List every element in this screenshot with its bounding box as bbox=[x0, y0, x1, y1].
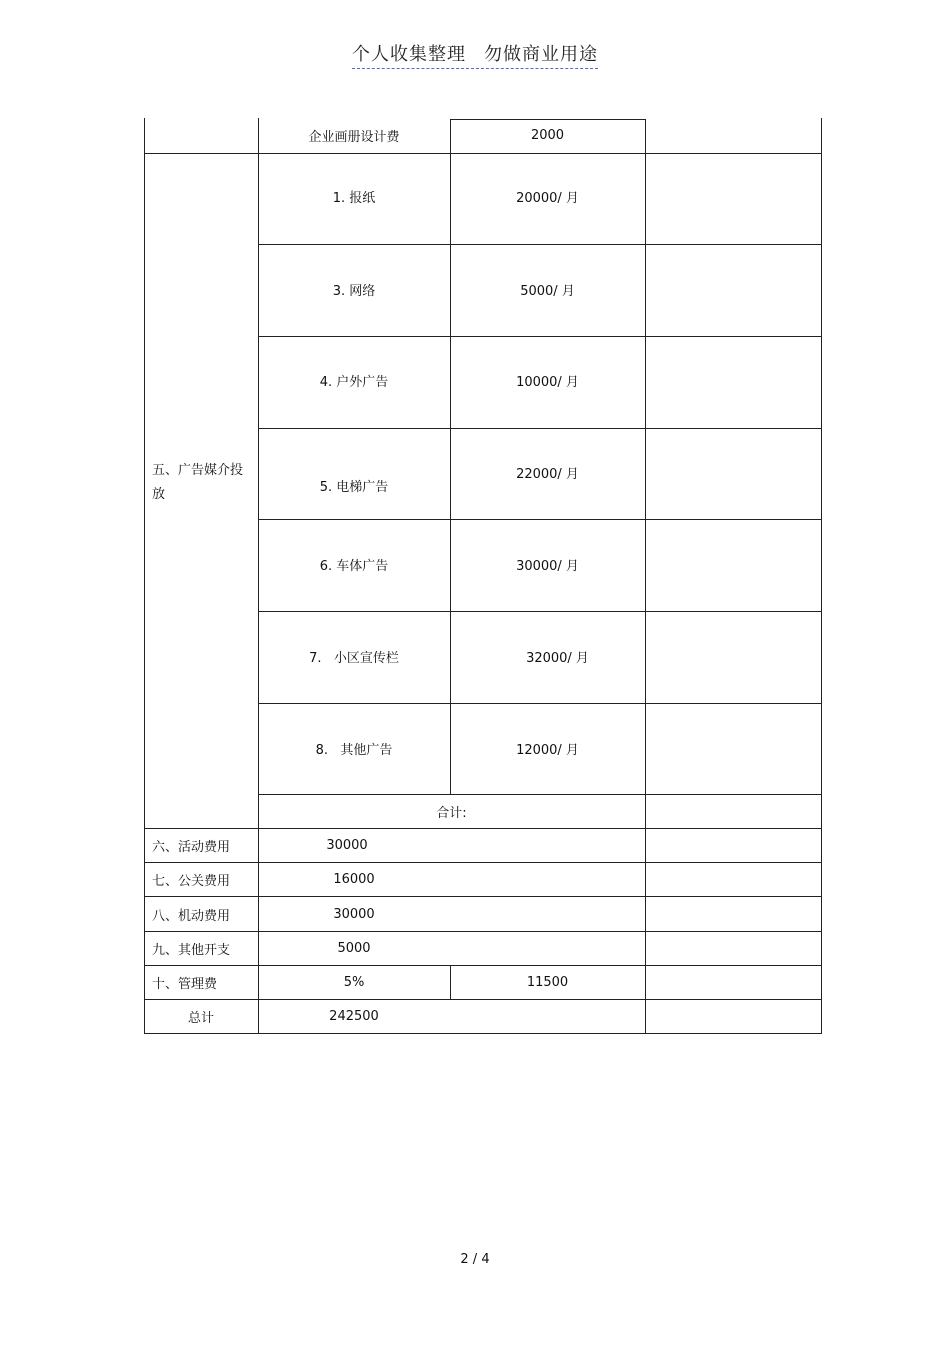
page-header bbox=[0, 40, 950, 69]
table-line bbox=[645, 119, 646, 1034]
table-line bbox=[258, 519, 822, 520]
table-line bbox=[258, 244, 822, 245]
media-amount: 22000/ 月 bbox=[516, 466, 579, 482]
header-right: 勿做商业用途 bbox=[484, 44, 598, 65]
summary-label: 七、公关费用 bbox=[152, 874, 231, 889]
summary-label: 六、活动费用 bbox=[152, 840, 231, 855]
row-item: 企业画册设计费 bbox=[308, 130, 400, 145]
media-amount: 12000/ 月 bbox=[516, 742, 579, 758]
summary-value: 5000 bbox=[337, 941, 371, 956]
table-line bbox=[258, 336, 822, 337]
media-amount: 20000/ 月 bbox=[516, 190, 579, 206]
budget-table bbox=[144, 118, 822, 1034]
mgmt-label: 十、管理费 bbox=[152, 977, 218, 992]
media-amount: 32000/ 月 bbox=[526, 650, 589, 666]
page-number: 2 / 4 bbox=[460, 1252, 490, 1267]
row-amount: 2000 bbox=[530, 128, 565, 143]
media-amount: 30000/ 月 bbox=[516, 558, 579, 574]
subtotal-label: 合计: bbox=[436, 806, 467, 821]
mgmt-value: 11500 bbox=[526, 975, 569, 990]
media-item: 4. 户外广告 bbox=[319, 374, 389, 390]
table-line bbox=[258, 703, 822, 704]
summary-label: 九、其他开支 bbox=[152, 943, 231, 958]
header-text bbox=[352, 40, 598, 69]
media-item: 1. 报纸 bbox=[332, 190, 376, 206]
total-value: 242500 bbox=[329, 1009, 379, 1024]
summary-value: 30000 bbox=[333, 906, 375, 922]
media-item: 3. 网络 bbox=[332, 283, 376, 299]
table-line bbox=[144, 1033, 822, 1034]
summary-label: 八、机动费用 bbox=[152, 908, 231, 924]
media-amount: 5000/ 月 bbox=[520, 283, 575, 299]
media-item: 7. 小区宣传栏 bbox=[309, 650, 399, 666]
total-label: 总计 bbox=[187, 1011, 214, 1026]
media-item: 8. 其他广告 bbox=[315, 742, 393, 758]
media-item: 5. 电梯广告 bbox=[319, 479, 389, 495]
table-line bbox=[258, 428, 822, 429]
header-left: 个人收集整理 bbox=[352, 44, 466, 65]
table-line bbox=[258, 611, 822, 612]
table-line bbox=[144, 153, 822, 154]
media-item: 6. 车体广告 bbox=[319, 558, 389, 574]
table-line bbox=[821, 118, 822, 1034]
table-line bbox=[450, 119, 451, 795]
media-amount: 10000/ 月 bbox=[516, 374, 579, 390]
summary-value: 16000 bbox=[333, 872, 375, 887]
media-group-label: 五、广告媒介投放 bbox=[152, 463, 244, 502]
summary-value: 30000 bbox=[326, 838, 368, 853]
mgmt-rate: 5% bbox=[343, 975, 365, 990]
